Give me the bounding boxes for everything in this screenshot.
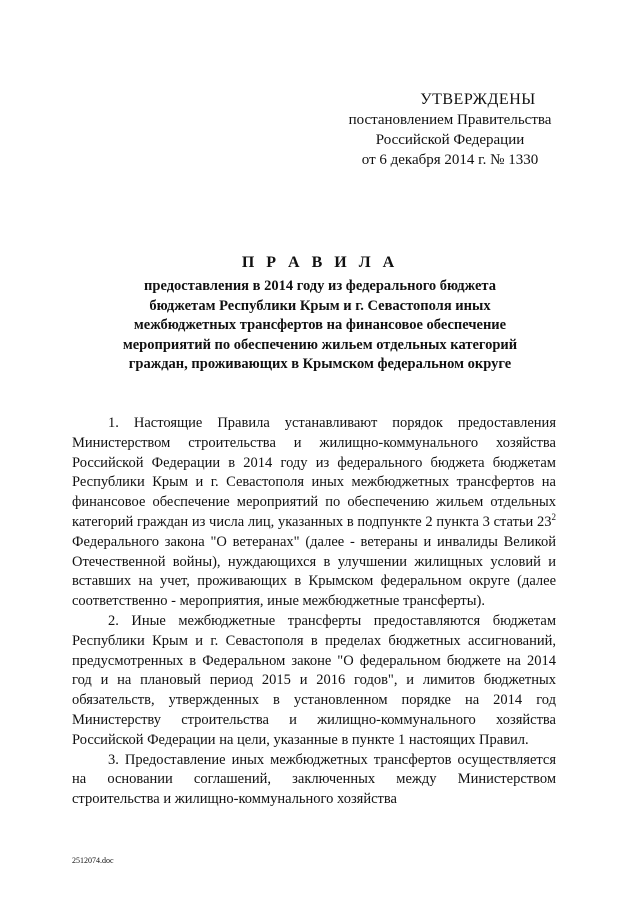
subtitle-line-3: межбюджетных трансфертов на финансовое обеспечение [133, 317, 507, 333]
document-body [72, 414, 556, 810]
approval-line-3: от 6 декабря 2014 г. № 1330 [361, 152, 539, 168]
approval-block [300, 90, 600, 170]
paragraph-1 [72, 414, 556, 612]
paragraph-2: 2. Иные межбюджетные трансферты предоставляются бюджетам Республики Крым и г. Севастополя в пределах бюджетных ассигнований, предусмотренных в Федеральном законе "О федеральном бюджете на 2014 год и на плановый период 2015 и 2016 годов", и лимитов бюджетных обязательств, утвержденных в установленном порядке на 2014 год Министерству строительства и жилищно-коммунального хозяйства Российской Федерации на цели, указанные в пункте 1 настоящих Правил. [72, 612, 556, 748]
file-name-footer: 2512074.doc [72, 856, 114, 865]
subtitle-line-4: мероприятий по обеспечению жильем отдельных категорий [122, 336, 518, 353]
subtitle-line-1: предоставления в 2014 году из федерального бюджета [144, 278, 496, 294]
subtitle-line-2: бюджетам Республики Крым и г. Севастополя иных [149, 297, 491, 314]
paragraph-1-text-cont: Федерального закона "О ветеранах" (далее - ветераны и инвалиды Великой Отечественной войны), нуждающихся в улучшении жилищных условий и вставших на учет, проживающих в Крымском федеральном округе (далее соответственно - мероприятия, иные межбюджетные трансферты). [72, 533, 556, 610]
document-title: П Р А В И Л А [241, 254, 399, 271]
approval-line-2: Российской Федерации [375, 132, 525, 148]
paragraph-1-superscript: 2 [551, 512, 556, 523]
paragraph-1-text: 1. Настоящие Правила устанавливают порядок предоставления Министерством строительства и жилищно-коммунального хозяйства Российской Федерации в 2014 году из федерального бюджета бюджетам Республики Крым и г. Севастополя иных межбюджетных трансфертов на финансовое обеспечение мероприятий по обеспечению жильем отдельных категорий граждан из числа лиц, указанных в подпункте 2 пункта 3 статьи 23 [72, 415, 556, 530]
approval-line-1: постановлением Правительства [348, 112, 552, 128]
paragraph-3: 3. Предоставление иных межбюджетных трансфертов осуществляется на основании соглашений, заключенных между Министерством строительства и жилищно-коммунального хозяйства [72, 751, 556, 808]
subtitle-line-5: граждан, проживающих в Крымском федеральном округе [128, 356, 512, 372]
document-subtitle [100, 277, 540, 375]
approval-heading: УТВЕРЖДЕНЫ [420, 91, 536, 108]
